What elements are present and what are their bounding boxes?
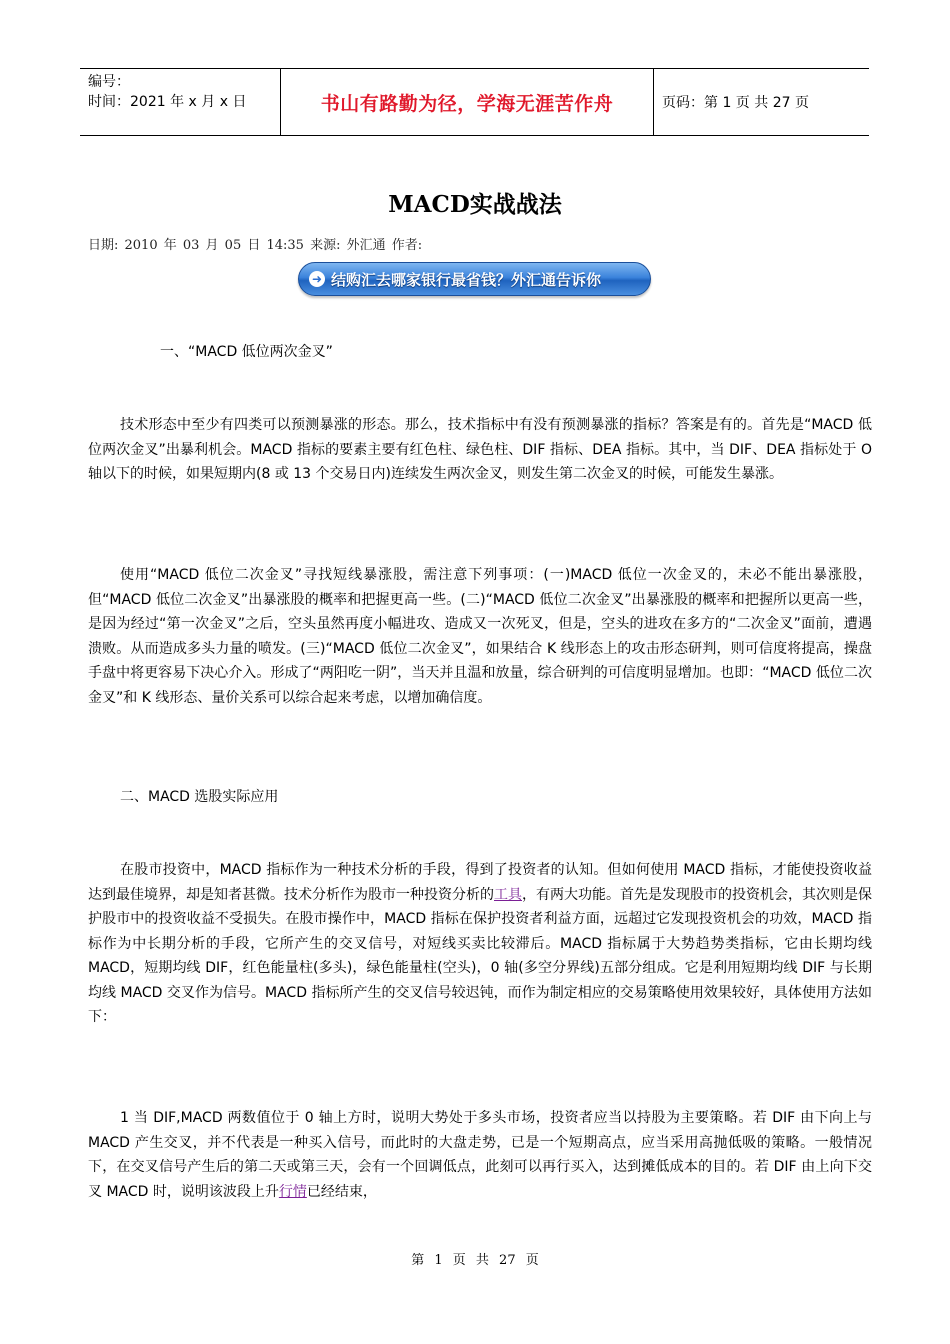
number-label: 编号： — [88, 74, 130, 90]
paragraph-3 — [88, 858, 872, 1030]
arrow-right-icon: ➜ — [309, 271, 325, 287]
paragraph-3-text-a: 在股市投资中，MACD 指标作为一种技术分析的手段，得到了投资者的认知。但如何使用 MACD 指标，才能使投资收益达到最佳境界，却是知者甚微。技术分析作为股市一种投资分析的 — [88, 862, 872, 903]
section-2-heading: 二、MACD 选股实际应用 — [120, 789, 279, 805]
paragraph-4-text-b: 已经结束， — [306, 1183, 377, 1200]
section-1-heading: 一、“MACD 低位两次金叉” — [160, 344, 333, 360]
motto-text: 书山有路勤为径，学海无涯苦作舟 — [320, 92, 614, 115]
ad-banner-text: 结购汇去哪家银行最省钱？外汇通告诉你 — [331, 270, 602, 289]
time-label: 时间：2021 年 x 月 x 日 — [88, 94, 247, 110]
paragraph-4-text-a: 1 当 DIF,MACD 两数值位于 0 轴上方时，说明大势处于多头市场，投资者应当以持股为主要策略。若 DIF 由下向上与 MACD 产生交叉，并不代表是一种买入信号，而此时的大盘走势，已是一个短期高点，应当采用高抛低吸的策略。一般情况下，在交叉信号产生后的第二天或第三天，会有一个回调低点，此刻可以再行买入，达到摊低成本的目的。若 DIF 由上向下交叉 MACD 时，说明该波段上升 — [88, 1110, 872, 1200]
paragraph-2: 使用“MACD 低位二次金叉”寻找短线暴涨股，需注意下列事项：(一)MACD 低位一次金叉的，未必不能出暴涨股，但“MACD 低位二次金叉”出暴涨股的概率和把握更高一些。(二)“MACD 低位二次金叉”出暴涨股的概率和把握所以更高一些，是因为经过“第一次金叉”之后，空头虽然再度小幅进攻、造成又一次死叉，但是，空头的进攻在多方的“二次金叉”面前，遭遇溃败。从而造成多头力量的喷发。(三)“MACD 低位二次金叉”，如果结合 K 线形态上的攻击形态研判，则可信度将提高，操盘手盘中将更容易下决心介入。形成了“两阳吃一阴”，当天并且温和放量，综合研判的可信度明显增加。也即：“MACD 低位二次金叉”和 K 线形态、量价关系可以综合起来考虑，以增加确信度。 — [88, 567, 872, 706]
paragraph-3-text-b: ，有两大功能。首先是发现股市的投资机会，其次则是保护股市中的投资收益不受损失。在股市操作中，MACD 指标在保护投资者利益方面，远超过它发现投资机会的功效，MACD 指标作为中长期分析的手段，它所产生的交叉信号，对短线买卖比较滞后。MACD 指标属于大势趋势类指标，它由长期均线 MACD，短期均线 DIF，红色能量柱(多头)，绿色能量柱(空头)，0 轴(多空分界线)五部分组成。它是利用短期均线 DIF 与长期均线 MACD 交叉作为信号。MACD 指标所产生的交叉信号较迟钝，而作为制定相应的交易策略使用效果较好，具体使用方法如下： — [88, 886, 872, 1025]
tool-link[interactable]: 工具 — [494, 886, 522, 903]
article-meta: 日期: 2010 年 03 月 05 日 14:35 来源: 外汇通 作者: — [88, 238, 423, 253]
market-link[interactable]: 行情 — [278, 1183, 307, 1200]
article-title: MACD实战战法 — [388, 191, 562, 218]
page-footer: 第 1 页 共 27 页 — [411, 1253, 539, 1268]
header-left-cell — [80, 69, 280, 135]
paragraph-4 — [88, 1106, 872, 1204]
document-header — [80, 68, 869, 136]
paragraph-1: 技术形态中至少有四类可以预测暴涨的形态。那么，技术指标中有没有预测暴涨的指标？答案是有的。首先是“MACD 低位两次金叉”出暴利机会。MACD 指标的要素主要有红色柱、绿色柱、DIF 指标、DEA 指标。其中，当 DIF、DEA 指标处于 O 轴以下的时候，如果短期内(8 或 13 个交易日内)连续发生两次金叉，则发生第二次金叉的时候，可能发生暴涨。 — [88, 417, 872, 482]
ad-banner[interactable] — [298, 262, 651, 296]
header-page-cell — [654, 69, 869, 135]
page-info: 页码：第 1 页 共 27 页 — [662, 95, 809, 111]
header-motto-cell — [280, 69, 654, 135]
